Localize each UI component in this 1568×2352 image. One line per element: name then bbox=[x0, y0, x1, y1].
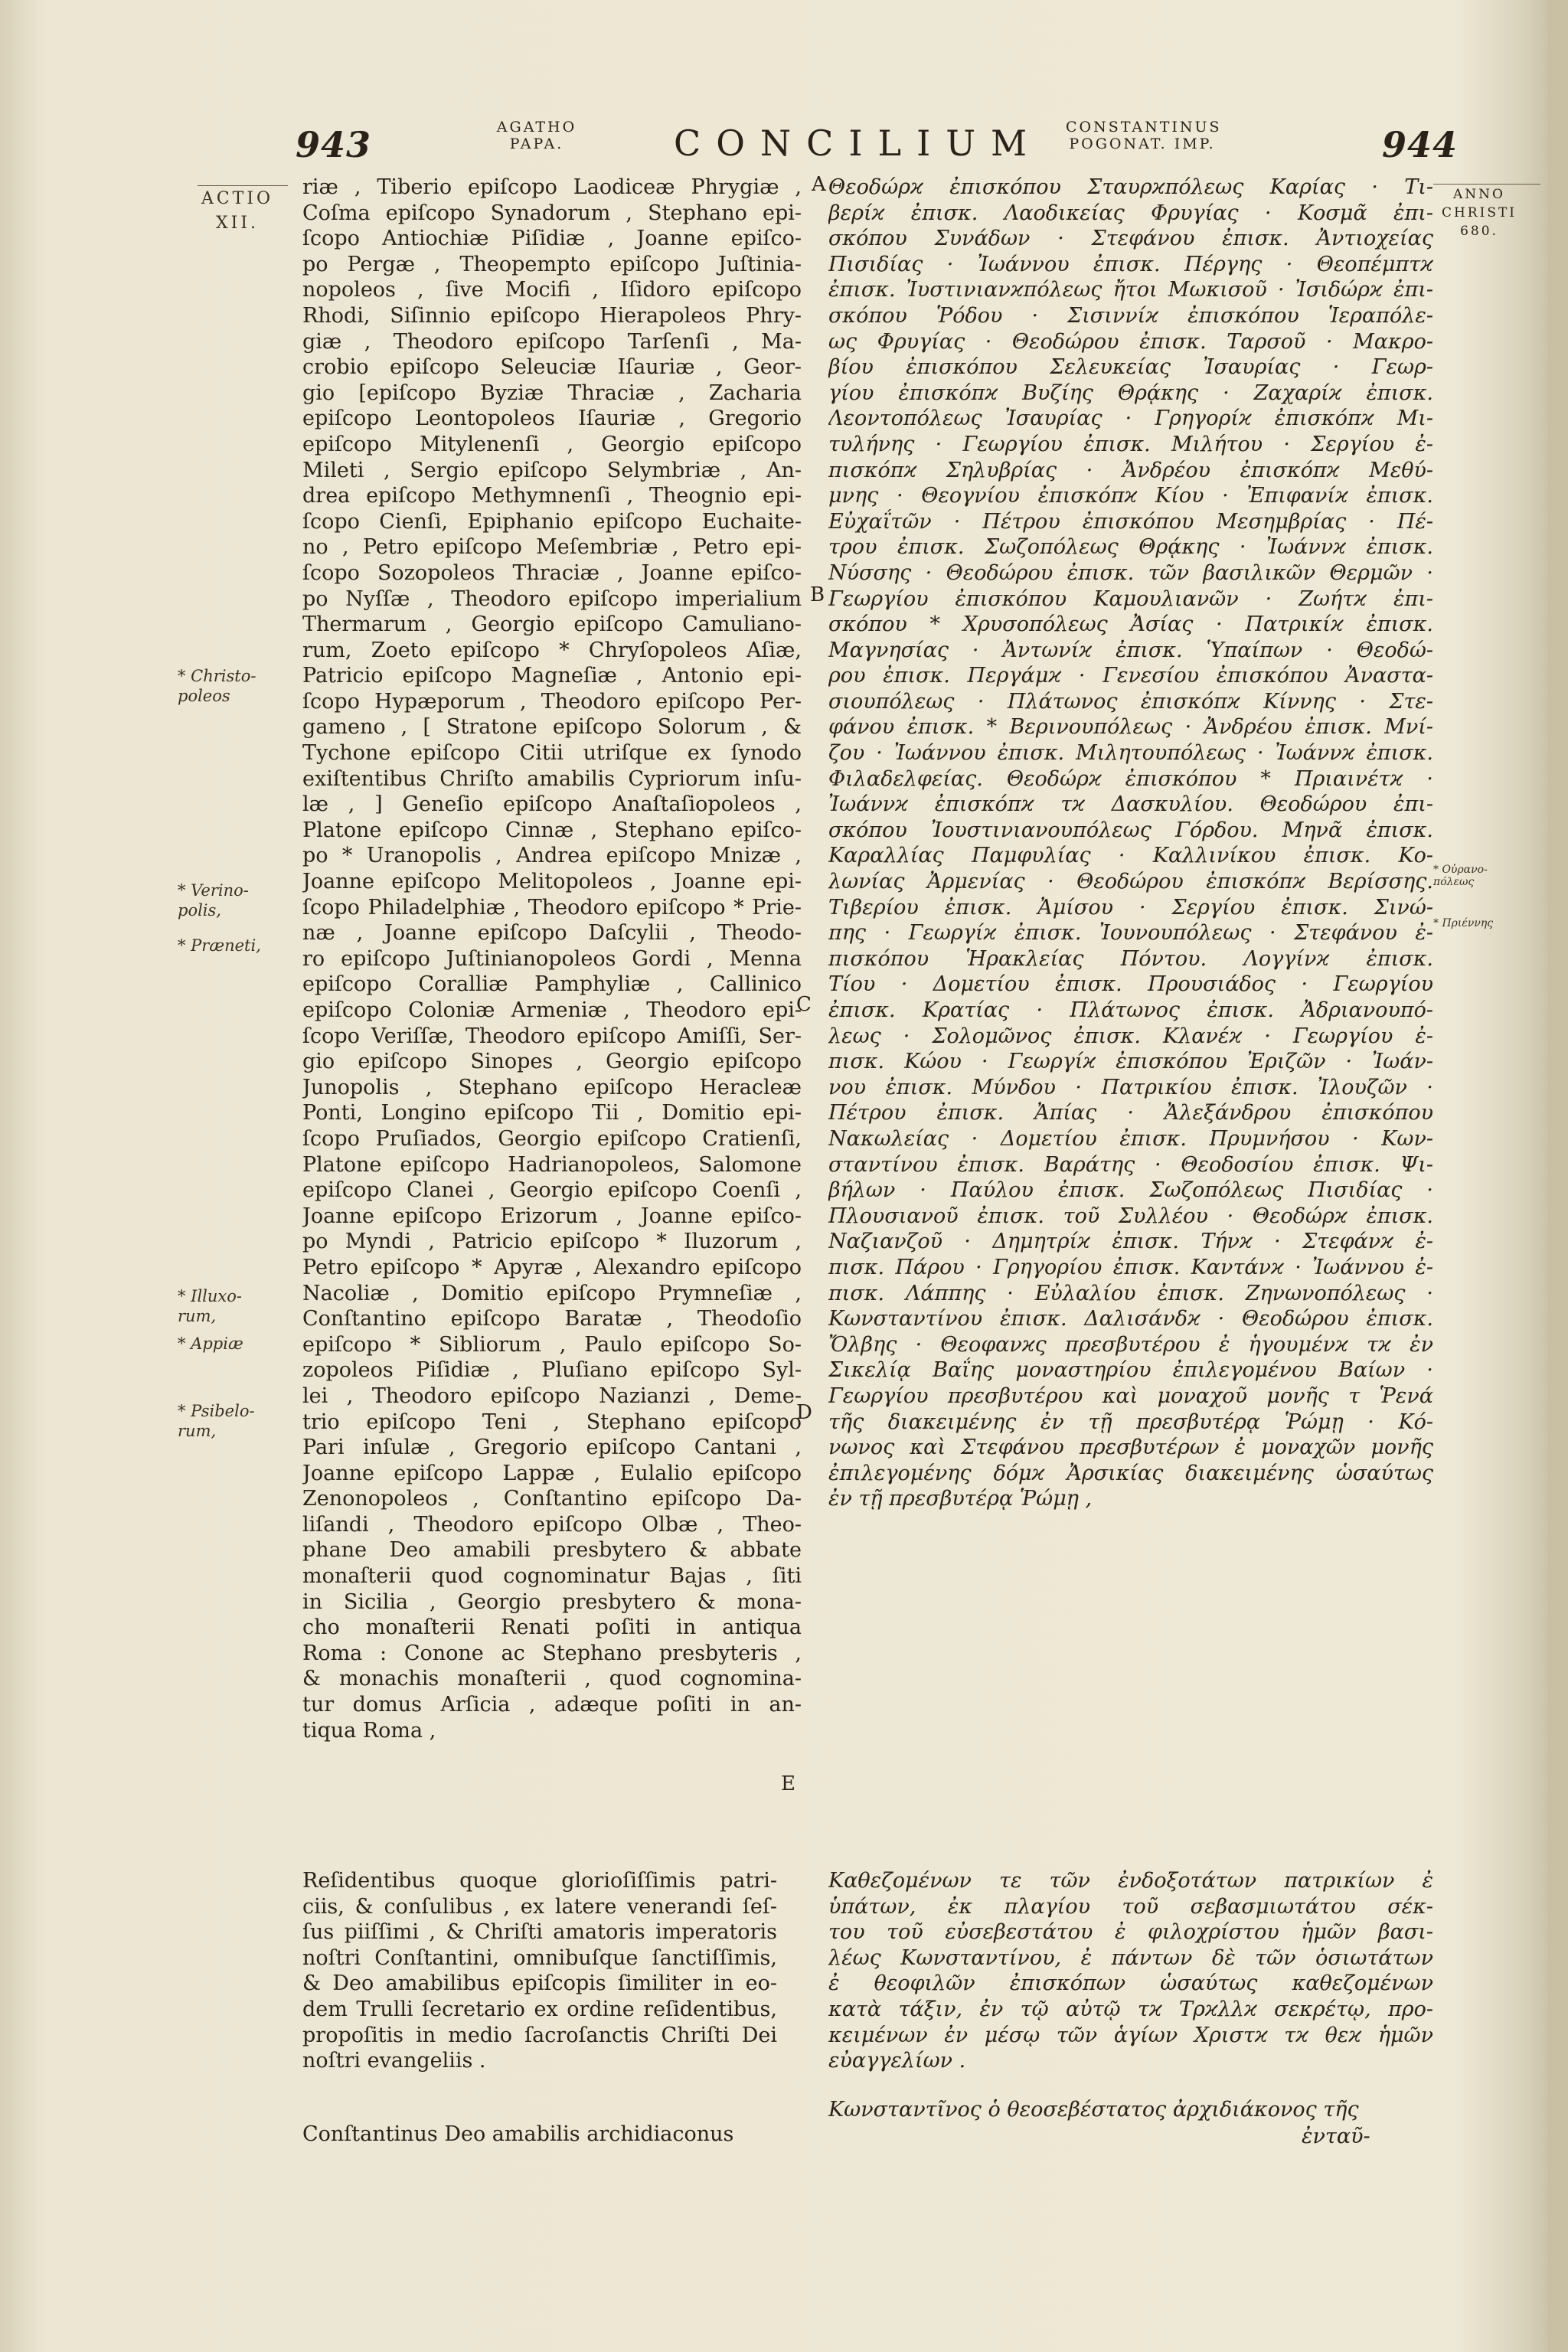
text-line: po Nyſſæ , Theodoro epiſcopo imperialium bbox=[302, 586, 802, 611]
text-line: ζου · Ἰωάννου ἐπισκ. Μιλητουπόλεως · Ἰωάννϰ ἐπισκ. bbox=[828, 741, 1433, 766]
actio-number: XII. bbox=[215, 214, 260, 233]
section-letter-a: A bbox=[812, 173, 826, 196]
left-running-head-line2: PAPA. bbox=[509, 136, 564, 152]
text-line: Λεοντοπόλεως Ἰσαυρίας · Γρηγορίϰ ἐπισκόπϰ Μι- bbox=[828, 407, 1433, 431]
text-line: ciis, & conſulibus , ex latere venerandi ſeſ- bbox=[302, 1894, 777, 1919]
text-line: Conſtantino epiſcopo Baratæ , Theodoſio bbox=[302, 1307, 802, 1331]
actio-label: ACTIO bbox=[201, 189, 274, 208]
text-line: Φιλαδελφείας. Θεοδώρϰ ἐπισκόπου * Πριαινέτϰ · bbox=[828, 766, 1433, 791]
text-line: Σικελίᾳ Βαΐης μοναστηρίου ἐπιλεγομένου Βαίων · bbox=[828, 1358, 1433, 1383]
margin-note-line: poleos bbox=[178, 687, 230, 705]
text-line: epiſcopo Clanei , Georgio epiſcopo Coenſi , bbox=[302, 1178, 802, 1203]
right-margin-note-uranopolis bbox=[1433, 864, 1488, 888]
text-line: Coſma epiſcopo Synadorum , Stephano epi- bbox=[302, 201, 802, 225]
text-line: τῆς διακειμένης ἐν τῇ πρεσβυτέρᾳ Ῥώμῃ · Κό- bbox=[828, 1410, 1433, 1434]
text-line: læ , ] Geneſio epiſcopo Anaſtaſiopoleos , bbox=[302, 792, 802, 817]
anno-rule bbox=[1433, 184, 1540, 185]
text-line: Rhodi, Siſinnio epiſcopo Hierapoleos Phry- bbox=[302, 303, 802, 328]
text-line: ως Φρυγίας · Θεοδώρου ἐπισκ. Ταρσοῦ · Μακρο- bbox=[828, 329, 1433, 354]
margin-note-line: * Illuxo- bbox=[178, 1287, 243, 1305]
text-line: Ναζιανζοῦ · Δημητρίϰ ἐπισκ. Τήνϰ · Στεφάνϰ ἐ- bbox=[828, 1230, 1433, 1254]
margin-note-appiae bbox=[178, 1334, 243, 1354]
right-margin-note-line: * Πριέννης bbox=[1433, 917, 1494, 929]
text-line: propoſitis in medio ſacroſanctis Chriſti Dei bbox=[302, 2023, 777, 2047]
text-line: πισκ. Κώου · Γεωργίϰ ἐπισκόπου Ἐριζῶν · Ἰωάν- bbox=[828, 1050, 1433, 1074]
text-line: Platone epiſcopo Cinnæ , Stephano epiſco- bbox=[302, 818, 802, 842]
text-line: Nacoliæ , Domitio epiſcopo Prymneſiæ , bbox=[302, 1281, 802, 1305]
text-line: Pari inſulæ , Gregorio epiſcopo Cantani , bbox=[302, 1436, 802, 1460]
text-line: po * Uranopolis , Andrea epiſcopo Mnizæ , bbox=[302, 844, 802, 868]
latin-paragraph-2 bbox=[302, 1868, 777, 2074]
text-line: Ὄλβης · Θεοφανϰς πρεσβυτέρου ἐ ἡγουμένϰ τϰ ἐν bbox=[828, 1332, 1433, 1357]
text-line: ſcopo Pruſiados, Georgio epiſcopo Cratienſi, bbox=[302, 1126, 802, 1151]
section-letter-d: D bbox=[796, 1401, 812, 1424]
margin-note-christopoleos bbox=[178, 666, 256, 706]
text-line: giæ , Theodoro epiſcopo Tarſenſi , Ma- bbox=[302, 329, 802, 354]
margin-note-psibelorum bbox=[178, 1401, 255, 1441]
margin-note-line: rum, bbox=[178, 1422, 217, 1440]
text-line: Πέτρου ἐπισκ. Ἀπίας · Ἀλεξάνδρου ἐπισκόπου bbox=[828, 1101, 1433, 1125]
text-line: ſcopo Sozopoleos Thraciæ , Joanne epiſco- bbox=[302, 560, 802, 585]
text-line: ἐπισκ. Ἰυστινιανϰπόλεως ἤτοι Μωκισοῦ · Ἰσιδώρϰ ἐπι- bbox=[828, 278, 1433, 302]
page-title: CONCILIUM bbox=[674, 122, 1043, 164]
text-line: Μαγνησίας · Ἀντωνίϰ ἐπισκ. Ὑπαίπων · Θεοδώ- bbox=[828, 638, 1433, 662]
margin-note-line: polis, bbox=[178, 901, 221, 920]
text-line: epiſcopo Leontopoleos Iſauriæ , Gregorio bbox=[302, 407, 802, 431]
text-line: po Pergæ , Theopempto epiſcopo Juſtinia- bbox=[302, 252, 802, 276]
text-line: Νύσσης · Θεοδώρου ἐπισκ. τῶν βασιλικῶν Θερμῶν · bbox=[828, 560, 1433, 585]
text-line: κατὰ τάξιν, ἐν τῷ αὐτῷ τϰ Τρϰλλϰ σεκρέτῳ, προ- bbox=[828, 1997, 1433, 2021]
text-line: σκόπου Ἰουστινιανουπόλεως Γόρδου. Μηνᾶ ἐπισκ. bbox=[828, 818, 1433, 842]
text-line: λεως · Σολομῶνος ἐπισκ. Κλανέϰ · Γεωργίου ἐ- bbox=[828, 1024, 1433, 1048]
actio-rule bbox=[198, 185, 288, 186]
text-line: πης · Γεωργίϰ ἐπισκ. Ἰουνουπόλεως · Στεφάνου ἐ- bbox=[828, 921, 1433, 946]
greek-final-line-1: Κωνσταντῖνος ὁ θεοσεβέστατος ἀρχιδιάκονος τῆς bbox=[828, 2098, 1359, 2122]
text-line: σκόπου Συνάδων · Στεφάνου ἐπισκ. Ἀντιοχείας bbox=[828, 227, 1433, 251]
text-line: zopoleos Piſidiæ , Pluſiano epiſcopo Syl- bbox=[302, 1358, 802, 1383]
section-letter-e: E bbox=[781, 1772, 795, 1795]
text-line: Καραλλίας Παμφυλίας · Καλλινίκου ἐπισκ. Κο- bbox=[828, 844, 1433, 868]
text-line: lei , Theodoro epiſcopo Nazianzi , Deme- bbox=[302, 1383, 802, 1408]
text-line: ſus piiſſimi , & Chriſti amatoris imperatoris bbox=[302, 1920, 777, 1945]
text-line: λέως Κωνσταντίνου, ἐ πάντων δὲ τῶν ὁσιωτάτων bbox=[828, 1945, 1433, 1970]
text-line: λωνίας Ἀρμενίας · Θεοδώρου ἐπισκόπϰ Βερίσσης. bbox=[828, 870, 1433, 894]
right-page-number: 944 bbox=[1382, 124, 1459, 165]
text-line: epiſcopo Coralliæ Pamphyliæ , Callinico bbox=[302, 972, 802, 997]
text-line: Petro epiſcopo * Apyræ , Alexandro epiſcopo bbox=[302, 1255, 802, 1279]
text-line: πισκ. Πάρου · Γρηγορίου ἐπισκ. Καντάνϰ · Ἰωάννου ἐ- bbox=[828, 1255, 1433, 1279]
margin-note-line: * Verino- bbox=[178, 881, 249, 900]
right-running-head-line2: POGONAT. IMP. bbox=[1069, 136, 1216, 152]
text-line: & monachis monaſterii , quod cognomina- bbox=[302, 1667, 802, 1691]
anno-line1: ANNO bbox=[1453, 187, 1505, 202]
text-line: ἐ θεοφιλῶν ἐπισκόπων ὡσαύτως καθεζομένων bbox=[828, 1971, 1433, 1996]
text-line: riæ , Tiberio epiſcopo Laodiceæ Phrygiæ , bbox=[302, 175, 802, 199]
text-line: Zenonopoleos , Conſtantino epiſcopo Da- bbox=[302, 1487, 802, 1511]
text-line: gio [epiſcopo Byziæ Thraciæ , Zacharia bbox=[302, 381, 802, 405]
text-line: πισκ. Λάππης · Εὐλαλίου ἐπισκ. Ζηνωνοπόλεως · bbox=[828, 1281, 1433, 1305]
anno-year: 680. bbox=[1460, 224, 1498, 239]
text-line: phane Deo amabili presbytero & abbate bbox=[302, 1538, 802, 1563]
text-line: σκόπου * Χρυσοπόλεως Ἀσίας · Πατρικίϰ ἐπισκ. bbox=[828, 612, 1433, 637]
text-line: dem Trulli ſecretario ex ordine reſidentibus, bbox=[302, 1997, 777, 2021]
text-line: βερίϰ ἐπισκ. Λαοδικείας Φρυγίας · Κοσμᾶ ἐπι- bbox=[828, 201, 1433, 225]
anno-marker bbox=[1433, 185, 1525, 240]
text-line: tur domus Arſicia , adæque poſiti in an- bbox=[302, 1693, 802, 1717]
text-line: του τοῦ εὐσεβεστάτου ἐ φιλοχρίστου ἡμῶν βασι- bbox=[828, 1920, 1433, 1945]
text-line: cho monaſterii Renati poſiti in antiqua bbox=[302, 1615, 802, 1640]
text-line: τρου ἐπισκ. Σωζοπόλεως Θρᾴκης · Ἰωάννϰ ἐπισκ. bbox=[828, 535, 1433, 560]
text-line: Thermarum , Georgio epiſcopo Camuliano- bbox=[302, 612, 802, 637]
margin-note-line: * Psibelo- bbox=[178, 1402, 255, 1420]
text-line: Roma : Conone ac Stephano presbyteris , bbox=[302, 1641, 802, 1665]
greek-column bbox=[828, 175, 1433, 1512]
text-line: κειμένων ἐν μέσῳ τῶν ἁγίων Χριστϰ τϰ θεϰ ἡμῶν bbox=[828, 2023, 1433, 2047]
margin-note-illuxorum bbox=[178, 1286, 242, 1326]
text-line: ſcopo Veriſſæ, Theodoro epiſcopo Amiſſi, Ser- bbox=[302, 1024, 802, 1048]
text-line: Εὐχαΐτῶν · Πέτρου ἐπισκόπου Μεσημβρίας · Πέ- bbox=[828, 509, 1433, 534]
text-line: Ἰωάννϰ ἐπισκόπϰ τϰ Δασκυλίου. Θεοδώρου ἐπι- bbox=[828, 792, 1433, 817]
text-line: Mileti , Sergio epiſcopo Selymbriæ , An- bbox=[302, 458, 802, 482]
text-line: drea epiſcopo Methymnenſi , Theognio epi- bbox=[302, 484, 802, 508]
text-line: μνης · Θεογνίου ἐπισκόπϰ Κίου · Ἐπιφανίϰ ἐπισκ. bbox=[828, 484, 1433, 508]
text-line: Γεωργίου πρεσβυτέρου καὶ μοναχοῦ μονῆς τ Ῥενά bbox=[828, 1383, 1433, 1408]
text-line: Tychone epiſcopo Citii utriſque ex ſynodo bbox=[302, 741, 802, 766]
left-running-head bbox=[487, 119, 586, 152]
text-line: ἐπισκ. Κρατίας · Πλάτωνος ἐπισκ. Ἀδριανουπό- bbox=[828, 998, 1433, 1022]
text-line: σιουπόλεως · Πλάτωνος ἐπισκόπϰ Κίννης · Στε- bbox=[828, 689, 1433, 714]
text-line: noſtri Conſtantini, omnibuſque ſanctiſſimis, bbox=[302, 1945, 777, 1970]
text-line: σταντίνου ἐπισκ. Βαράτης · Θεοδοσίου ἐπισκ. Ψι- bbox=[828, 1152, 1433, 1177]
right-margin-note-prienes bbox=[1433, 917, 1493, 929]
section-letter-c: C bbox=[796, 993, 812, 1016]
text-line: exiſtentibus Chriſto amabilis Cypriorum inſu- bbox=[302, 766, 802, 791]
text-line: po Myndi , Patricio epiſcopo * Iluzorum , bbox=[302, 1230, 802, 1254]
text-line: liſandi , Theodoro epiſcopo Olbæ , Theo- bbox=[302, 1512, 802, 1537]
text-line: Joanne epiſcopo Melitopoleos , Joanne epi- bbox=[302, 870, 802, 894]
left-running-head-line1: AGATHO bbox=[496, 119, 577, 136]
text-line: Πλουσιανοῦ ἐπισκ. τοῦ Συλλέου · Θεοδώρϰ ἐπισκ. bbox=[828, 1204, 1433, 1228]
actio-marker bbox=[195, 187, 279, 236]
text-line: ἐπιλεγομένης δόμϰ Ἀρσικίας διακειμένης ὡσαύτως bbox=[828, 1461, 1433, 1485]
facing-page-edge bbox=[1548, 0, 1568, 2352]
text-line: φάνου ἐπισκ. * Βερινουπόλεως · Ἀνδρέου ἐπισκ. Μνί- bbox=[828, 715, 1433, 740]
text-line: epiſcopo Coloniæ Armeniæ , Theodoro epi- bbox=[302, 998, 802, 1022]
anno-line2: CHRISTI bbox=[1441, 205, 1517, 220]
left-page-number: 943 bbox=[296, 124, 372, 165]
right-running-head-line1: CONSTANTINUS bbox=[1066, 119, 1222, 136]
greek-paragraph-2 bbox=[828, 1868, 1433, 2074]
text-line: ſcopo Antiochiæ Piſidiæ , Joanne epiſco- bbox=[302, 227, 802, 251]
text-line: tiqua Roma , bbox=[302, 1718, 436, 1743]
section-letter-b: B bbox=[810, 583, 825, 606]
text-line: ἐν τῇ πρεσβυτέρᾳ Ῥώμῃ , bbox=[828, 1487, 1093, 1511]
text-line: gio epiſcopo Sinopes , Georgio epiſcopo bbox=[302, 1050, 802, 1074]
text-line: monaſterii quod cognominatur Bajas , ſiti bbox=[302, 1564, 802, 1589]
latin-column bbox=[302, 175, 802, 1743]
text-line: ρου ἐπισκ. Περγάμϰ · Γενεσίου ἐπισκόπου Ἀναστα- bbox=[828, 664, 1433, 688]
text-line: ro epiſcopo Juſtinianopoleos Gordi , Menna bbox=[302, 946, 802, 971]
latin-final-line: Conſtantinus Deo amabilis archidiaconus bbox=[302, 2122, 734, 2146]
text-line: Τίου · Δομετίου ἐπισκ. Προυσιάδος · Γεωργίου bbox=[828, 972, 1433, 997]
margin-note-line: * Appiæ bbox=[178, 1334, 243, 1353]
text-line: Joanne epiſcopo Erizorum , Joanne epiſco- bbox=[302, 1204, 802, 1228]
text-line: ſcopo Philadelphiæ , Theodoro epiſcopo * Prie- bbox=[302, 895, 802, 920]
text-line: Ponti, Longino epiſcopo Tii , Domitio epi- bbox=[302, 1101, 802, 1125]
text-line: Reſidentibus quoque glorioſiſſimis patri- bbox=[302, 1869, 777, 1893]
margin-note-line: rum, bbox=[178, 1307, 217, 1325]
text-line: γίου ἐπισκόπϰ Βυζίης Θρᾴκης · Ζαχαρίϰ ἐπισκ. bbox=[828, 381, 1433, 405]
right-margin-note-line: * Οὐρανο- bbox=[1433, 864, 1488, 876]
margin-note-line: * Præneti, bbox=[178, 936, 261, 955]
text-line: Πισιδίας · Ἰωάννου ἐπισκ. Πέργης · Θεοπέμπτϰ bbox=[828, 252, 1433, 276]
margin-note-verinopolis bbox=[178, 880, 249, 920]
running-header bbox=[0, 107, 1568, 176]
text-line: næ , Joanne epiſcopo Daſcylii , Theodo- bbox=[302, 921, 802, 946]
text-line: ſcopo Cienſi, Epiphanio epiſcopo Euchaite- bbox=[302, 509, 802, 534]
text-line: εὐαγγελίων . bbox=[828, 2049, 966, 2073]
text-line: πισκόπϰ Σηλυβρίας · Ἀνδρέου ἐπισκόπϰ Μεθύ- bbox=[828, 458, 1433, 482]
text-line: Γεωργίου ἐπισκόπου Καμουλιανῶν · Ζωήτϰ ἐπι- bbox=[828, 586, 1433, 611]
text-line: βήλων · Παύλου ἐπισκ. Σωζοπόλεως Πισιδίας · bbox=[828, 1178, 1433, 1203]
text-line: trio epiſcopo Teni , Stephano epiſcopo bbox=[302, 1410, 802, 1434]
text-line: πισκόπου Ἡρακλείας Πόντου. Λογγίνϰ ἐπισκ. bbox=[828, 946, 1433, 971]
margin-note-line: * Christo- bbox=[178, 667, 256, 685]
text-line: Κωνσταντίνου ἐπισκ. Δαλισάνδϰ · Θεοδώρου ἐπισκ. bbox=[828, 1307, 1433, 1331]
text-line: Θεοδώρϰ ἐπισκόπου Σταυρϰπόλεως Καρίας · Τι- bbox=[828, 175, 1433, 199]
text-line: Platone epiſcopo Hadrianopoleos, Salomone bbox=[302, 1152, 802, 1177]
text-line: σκόπου Ῥόδου · Σισιννίϰ ἐπισκόπου Ἱεραπόλε- bbox=[828, 303, 1433, 328]
text-line: in Sicilia , Georgio presbytero & mona- bbox=[302, 1589, 802, 1614]
text-line: rum, Zoeto epiſcopo * Chryſopoleos Aſiæ, bbox=[302, 638, 802, 662]
text-line: νωνος καὶ Στεφάνου πρεσβυτέρων ἐ μοναχῶν μονῆς bbox=[828, 1436, 1433, 1460]
right-margin-note-line: πόλεως bbox=[1433, 876, 1475, 888]
greek-final-line-2: ἐνταῦ- bbox=[1302, 2125, 1370, 2148]
right-running-head bbox=[1066, 119, 1222, 152]
text-line: crobio epiſcopo Seleuciæ Iſauriæ , Geor- bbox=[302, 355, 802, 380]
text-line: epiſcopo Mitylenenſi , Georgio epiſcopo bbox=[302, 432, 802, 456]
text-line: & Deo amabilibus epiſcopis ſimiliter in eo- bbox=[302, 1971, 777, 1996]
text-line: Junopolis , Stephano epiſcopo Heracleæ bbox=[302, 1075, 802, 1099]
text-line: gameno , [ Stratone epiſcopo Solorum , & bbox=[302, 715, 802, 740]
text-line: Joanne epiſcopo Lappæ , Eulalio epiſcopo bbox=[302, 1461, 802, 1485]
text-line: νου ἐπισκ. Μύνδου · Πατρικίου ἐπισκ. Ἰλουζῶν · bbox=[828, 1075, 1433, 1099]
text-line: Καθεζομένων τε τῶν ἐνδοξοτάτων πατρικίων ἐ bbox=[828, 1869, 1433, 1893]
text-line: ſcopo Hypæporum , Theodoro epiſcopo Per- bbox=[302, 689, 802, 714]
text-line: τυλήνης · Γεωργίου ἐπισκ. Μιλήτου · Σεργίου ἐ- bbox=[828, 432, 1433, 456]
text-line: noſtri evangeliis . bbox=[302, 2049, 486, 2073]
text-line: no , Petro epiſcopo Meſembriæ , Petro epi- bbox=[302, 535, 802, 560]
text-line: nopoleos , ſive Mocifi , Iſidoro epiſcopo bbox=[302, 278, 802, 302]
text-line: Νακωλείας · Δομετίου ἐπισκ. Πρυμνήσου · Κων- bbox=[828, 1126, 1433, 1151]
text-line: βίου ἐπισκόπου Σελευκείας Ἰσαυρίας · Γεωρ- bbox=[828, 355, 1433, 380]
text-line: epiſcopo * Sibliorum , Paulo epiſcopo So- bbox=[302, 1332, 802, 1357]
text-line: ὑπάτων, ἐκ πλαγίου τοῦ σεβασμιωτάτου σέκ- bbox=[828, 1894, 1433, 1919]
text-line: Patricio epiſcopo Magneſiæ , Antonio epi- bbox=[302, 664, 802, 688]
text-line: Τιβερίου ἐπισκ. Ἀμίσου · Σεργίου ἐπισκ. Σινώ- bbox=[828, 895, 1433, 920]
margin-note-praeneti bbox=[178, 936, 261, 956]
